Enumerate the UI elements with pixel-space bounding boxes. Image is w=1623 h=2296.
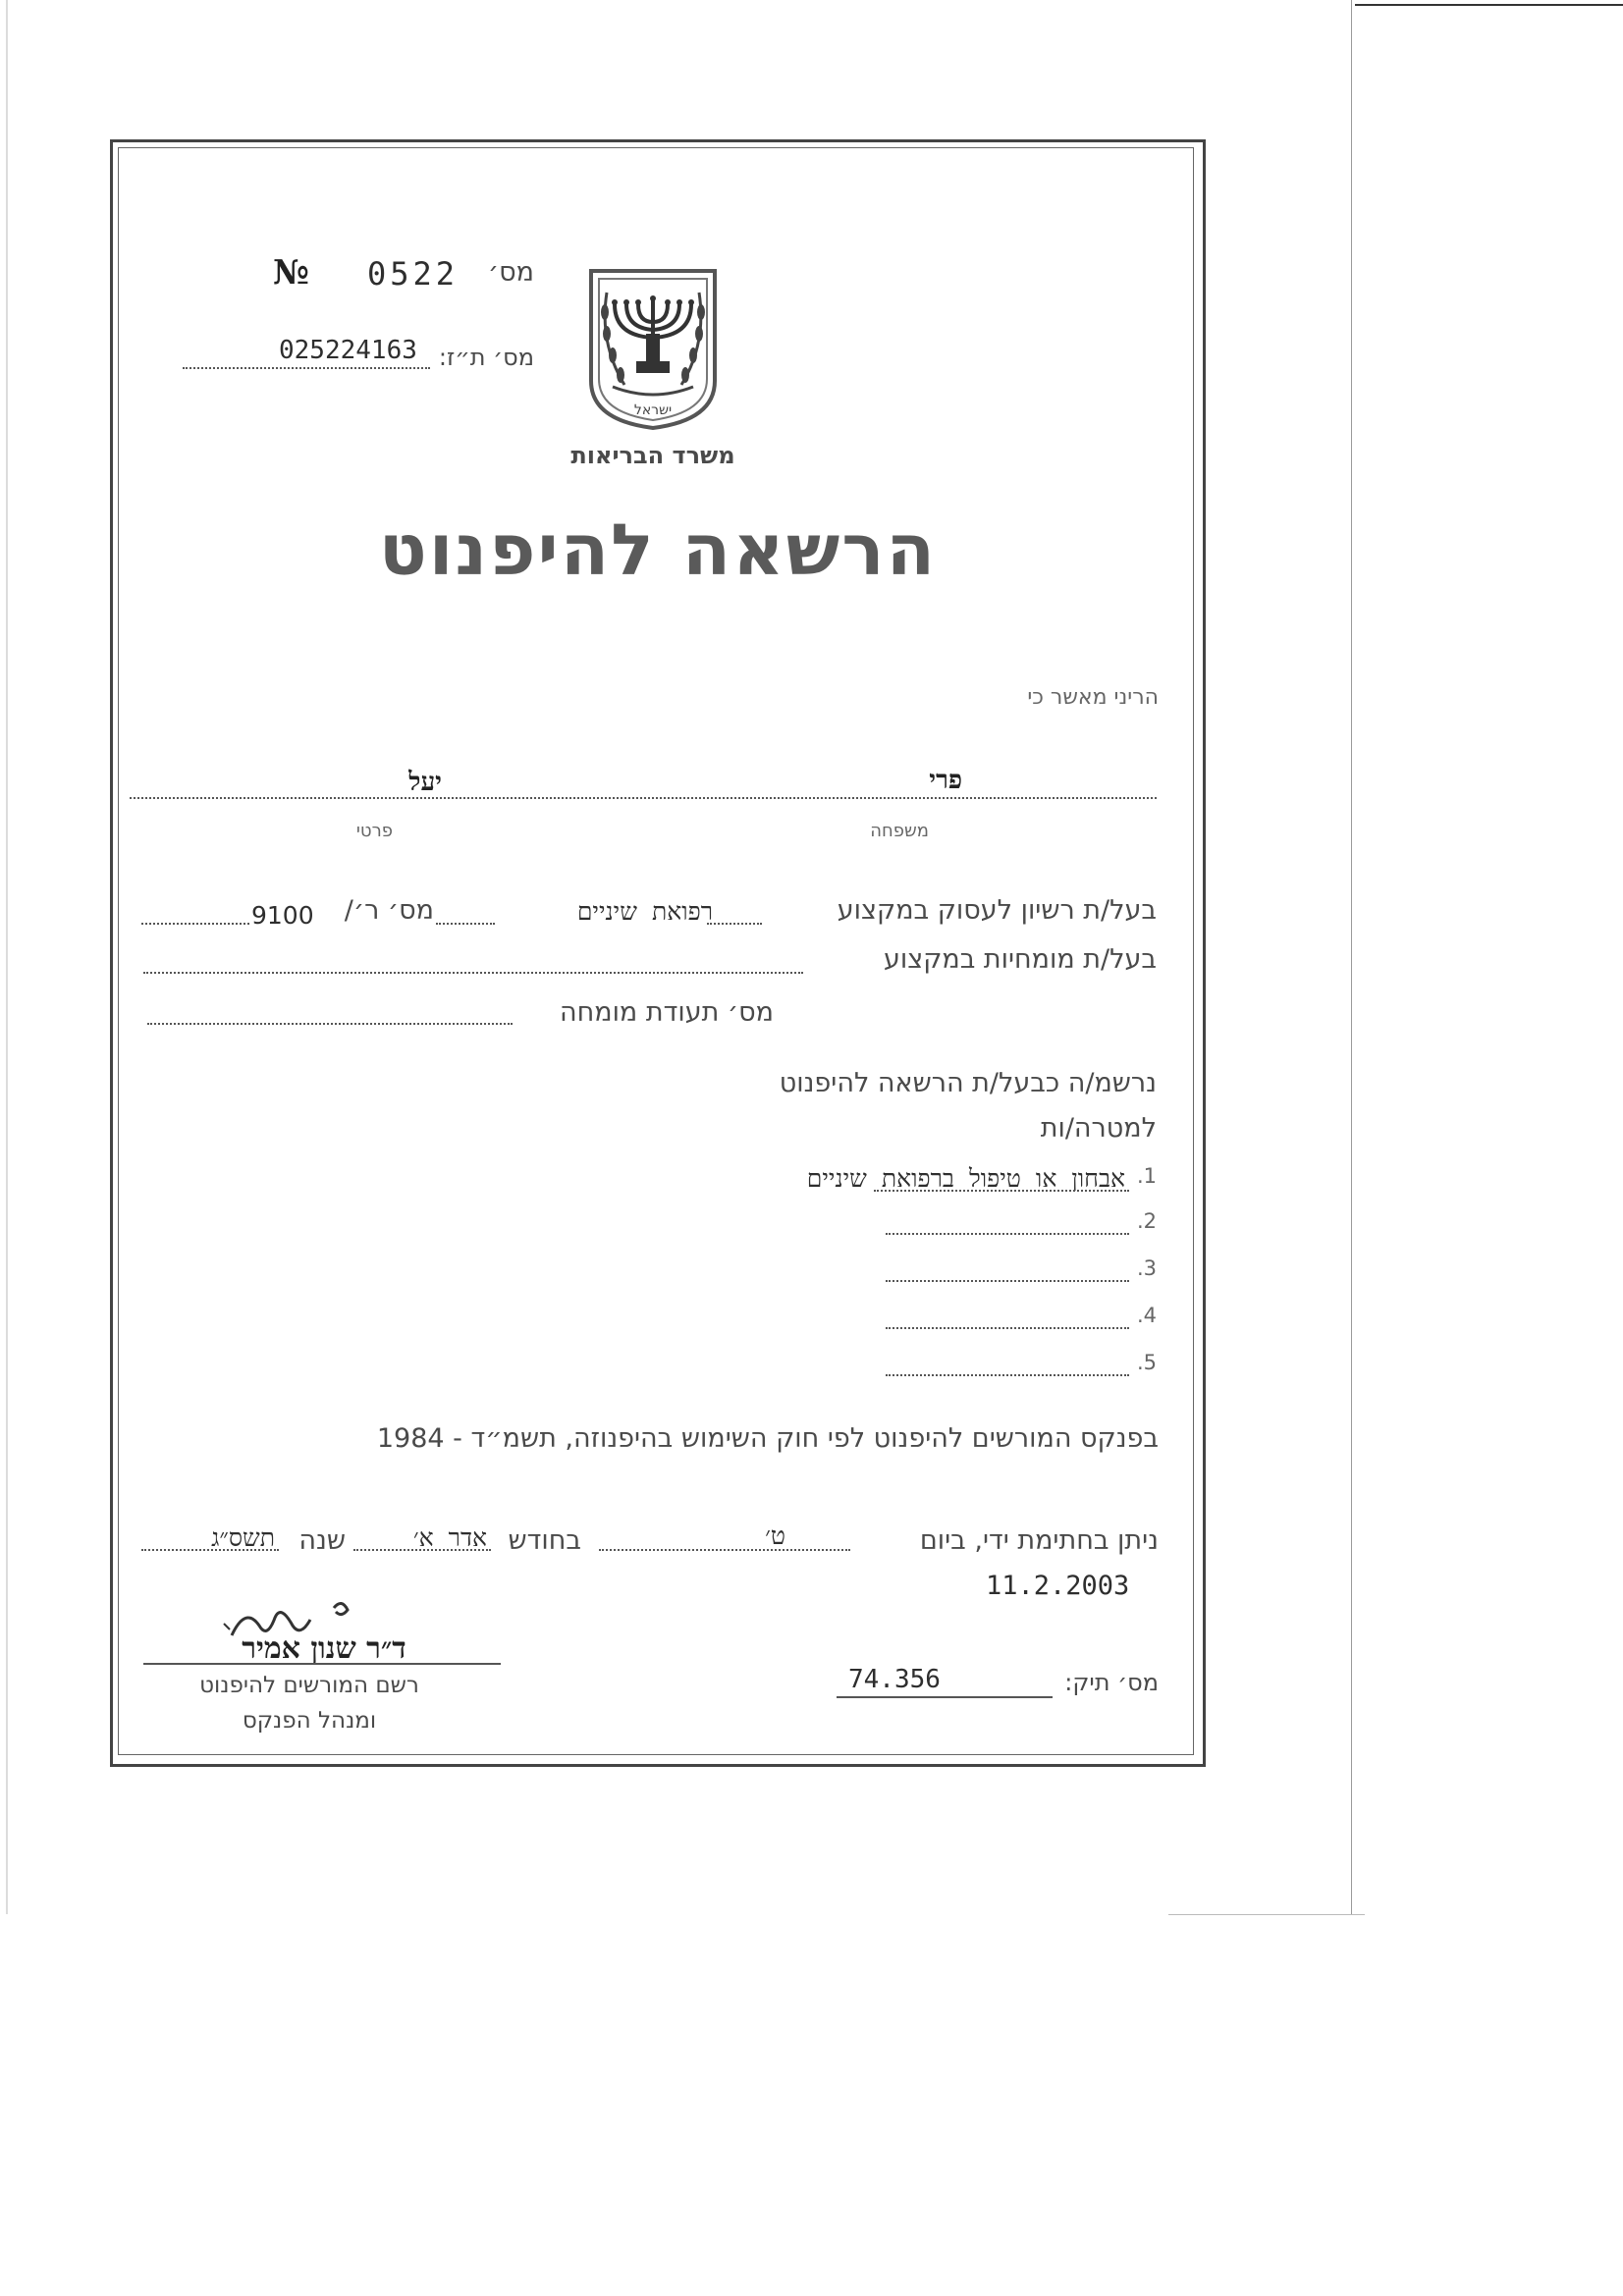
signatory-title-2: ומנהל הפנקס [242,1708,377,1734]
purpose-number-1: .1 [1136,1164,1157,1188]
file-label: מס׳ תיק: [1064,1669,1159,1696]
license-dots-a [707,923,762,925]
purpose-number-2: .2 [1136,1209,1157,1233]
license-dots-b [436,923,495,925]
registration-dots [141,923,249,925]
registered-text: נרשמ/ה כבעל/ת הרשאה להיפנוט [779,1068,1157,1098]
number-symbol: № [273,253,309,293]
document-title: הרשאה להיפנוט [378,508,938,591]
year-value: תשס״ג [211,1523,275,1552]
certify-intro: הריני מאשר כי [1027,685,1159,710]
day-dots [599,1549,850,1551]
issued-label: ניתן בחתימת ידי, ביום [919,1525,1159,1556]
year-label: שנה [298,1525,346,1556]
signatory-title-1: רשם המורשים להיפנוט [199,1673,419,1698]
name-dotted-line [130,797,1157,799]
ministry-name: משרד הבריאות [570,442,735,469]
purpose-dots-2 [886,1233,1129,1235]
file-line [837,1696,1053,1698]
scan-edge-right [1351,0,1352,1914]
purpose-number-3: .3 [1136,1256,1157,1280]
registration-value: 9100 [251,901,314,930]
purpose-text-1: אבחון או טיפול ברפואת שיניים [806,1164,1125,1193]
id-label: מס׳ ת״ז: [438,344,534,371]
first-name-label: פרטי [355,821,393,841]
last-name-label: משפחה [870,821,929,841]
issue-date: 11.2.2003 [986,1571,1130,1601]
law-text: בפנקס המורשים להיפנוט לפי חוק השימוש בהיפנוזה, תשמ״ד - 1984 [376,1423,1159,1454]
scan-edge-bottom [1168,1914,1365,1915]
signatory-name: ד״ר שנון אמיר [242,1631,406,1666]
purpose-label: למטרה/ות [1040,1113,1157,1144]
day-value: ט׳ [765,1522,785,1550]
registration-label: מס׳ ר׳/ [344,895,434,926]
id-dotted-line [183,367,430,369]
purpose-number-4: .4 [1136,1304,1157,1327]
purpose-dots-1 [874,1190,1129,1192]
purpose-number-5: .5 [1136,1351,1157,1374]
month-value: אדר א׳ [412,1523,487,1552]
file-number: 74.356 [848,1665,941,1694]
signature-line [143,1663,501,1665]
month-dots [353,1549,491,1551]
specialist-cert-dots [147,1023,513,1025]
specialist-cert-label: מס׳ תעודת מומחה [559,997,774,1028]
scan-edge-top [1355,4,1623,6]
purpose-dots-4 [886,1327,1129,1329]
first-name-value: יעל [408,768,442,797]
specialty-dots [143,972,803,974]
emblem-caption: ישראל [633,402,673,418]
scan-edge-left [6,0,8,1914]
number-label: מס׳ [487,257,534,288]
id-number: 025224163 [279,336,417,365]
license-label: בעל/ת רשיון לעסוק במקצוע [837,895,1157,926]
month-label: בחודש [508,1525,581,1556]
purpose-dots-3 [886,1280,1129,1282]
certificate-number: 0522 [367,255,460,293]
last-name-value: פרי [929,766,962,795]
specialty-label: בעל/ת מומחיות במקצוע [883,944,1157,975]
license-value: רפואת שיניים [576,897,713,926]
purpose-dots-5 [886,1374,1129,1376]
year-dots [141,1549,279,1551]
